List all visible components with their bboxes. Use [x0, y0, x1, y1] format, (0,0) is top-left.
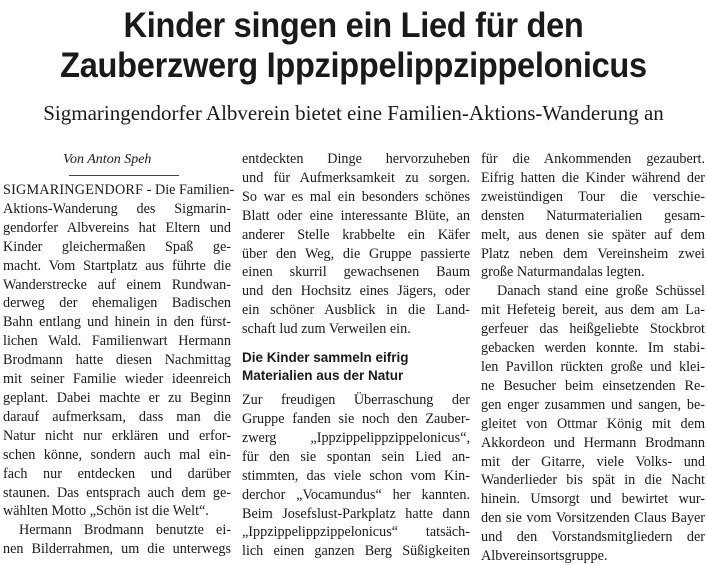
- text-line: staunen. Das entsprach auch dem ge-: [3, 484, 231, 501]
- text-line: gen enger zusammen und sangen, be-: [481, 396, 705, 413]
- text-line: anderer Stelle krabbelte ein Käfer: [242, 226, 470, 243]
- text-line: für den sie spontan sein Lied an-: [242, 448, 470, 465]
- article-column-1: [3, 150, 235, 559]
- column-1-body: [3, 181, 235, 559]
- text-line: zwerg „Ippzippelippzippelonicus“,: [242, 429, 470, 446]
- text-line: „Ippzippelippzippelonicus“ tatsäch-: [242, 524, 470, 541]
- text-line: den sie vom Vorsitzenden Claus Bayer: [481, 510, 705, 527]
- text-line: Gruppe fanden sie noch den Zauber-: [242, 410, 470, 427]
- text-line: Eifrig hatten die Kinder während der: [481, 169, 705, 186]
- text-line: und den Vorstandsmitgliedern der: [481, 529, 705, 546]
- intertitle: [242, 349, 470, 385]
- text-line: Wanderstrecke auf einem Rundwan-: [3, 276, 231, 293]
- text-line: ne Besucher beim einsetzenden Re-: [481, 377, 705, 394]
- intertitle-line-2: Materialien aus der Natur: [242, 368, 404, 384]
- text-line: und für Aufmerksamkeit zu sorgen.: [242, 169, 470, 186]
- text-line: Natur nicht nur erklären und erfor-: [3, 427, 231, 444]
- article-column-2: [242, 150, 470, 561]
- text-line: Platz neben dem Vereinsheim zwei: [481, 245, 705, 262]
- dateline: SIGMARINGENDORF: [3, 182, 144, 198]
- column-3-body: [481, 150, 705, 566]
- text-line: Zur freudigen Überraschung der: [242, 392, 470, 409]
- text-line: mit der Gitarre, viele Volks- und: [481, 453, 705, 470]
- text-line: derchor „Vocamundus“ her kannten.: [242, 486, 470, 503]
- text-line: So war es mal ein besonders schönes: [242, 188, 470, 205]
- text-line: Akkordeon und Hermann Brodmann: [481, 434, 705, 451]
- text-line: [3, 181, 235, 200]
- text-line: gendorfer Albvereins hat Eltern und: [3, 219, 231, 236]
- text-line: Danach stand eine große Schüssel: [497, 283, 705, 300]
- text-line: lichen Wald. Familienwart Hermann: [3, 333, 231, 350]
- text-line: mit Hefeteig bereit, aus dem am La-: [481, 302, 705, 319]
- text-line: geplant. Dabei machte er zu Beginn: [3, 389, 231, 406]
- text-line: gerfeuer das heißgeliebte Stockbrot: [481, 321, 705, 338]
- column-2-body-b: [242, 391, 470, 561]
- text-line: derweg der ehemaligen Badischen: [3, 295, 231, 312]
- headline: [25, 6, 683, 86]
- text-line: Hermann Brodmann benutzte ei-: [19, 522, 231, 539]
- text-line: über den Weg, die Gruppe passierte: [242, 245, 470, 262]
- text-line: ein schöner Ausblick in die Land-: [242, 302, 470, 319]
- headline-line-1: Kinder singen ein Lied für den: [123, 6, 584, 45]
- text-line: Wanderlieder bis spät in die Nacht: [481, 472, 705, 489]
- text-line: für die Ankommenden gezaubert.: [481, 151, 705, 167]
- text-line: len Pavillon rückten große und klei-: [481, 358, 705, 375]
- text-line: mit seiner Familie wieder ideenreich: [3, 371, 231, 388]
- text-line: gleitet von Ottmar König mit dem: [481, 415, 705, 432]
- text-line: lich einen ganzen Berg Süßigkeiten: [242, 543, 470, 560]
- text-line: große Naturmandalas legten.: [481, 264, 645, 281]
- text-line: entdeckten Dinge hervorzuheben: [242, 151, 470, 167]
- text-line: Brodmann hatte diesen Nachmittag: [3, 352, 231, 369]
- column-2-body-a: [242, 150, 470, 339]
- subheadline: Sigmaringendorfer Albverein bietet eine Familien-Aktions-Wanderung an: [43, 101, 664, 125]
- text-line: wählten Motto „Schön ist die Welt“.: [3, 503, 209, 520]
- text-line: Aktions-Wanderung des Sigmarin-: [3, 200, 231, 217]
- byline-rule: [69, 175, 179, 176]
- text-line: stimmten, das viele schon vom Kin-: [242, 467, 470, 484]
- text-line: macht. Vom Startplatz aus führte die: [3, 257, 231, 274]
- byline: Von Anton Speh: [63, 152, 152, 167]
- text-line: schaft lud zum Verweilen ein.: [242, 321, 411, 338]
- text-line: densten Naturmaterialien gesam-: [481, 207, 705, 224]
- text-line: Albvereinsortsgruppe.: [481, 548, 608, 565]
- text-line: nen Bilderrahmen, um die unterwegs: [3, 541, 231, 558]
- text-line: einen skurril gewachsenen Baum: [242, 264, 470, 281]
- text-line: melt, aus denen sie später auf dem: [481, 226, 705, 243]
- text-line: darauf aufmerksam, dass man die: [3, 408, 231, 425]
- article-column-3: [481, 150, 705, 566]
- intertitle-line-1: Die Kinder sammeln eifrig: [242, 350, 409, 366]
- text-line: Bahn entlang und hinein in den fürst-: [3, 314, 231, 331]
- text-line: und den Hochsitz eines Jägers, oder: [242, 283, 470, 300]
- text-line: fach nur entdecken und darüber: [3, 465, 231, 482]
- text-line: Beim Josefslust-Parkplatz hatte dann: [242, 505, 470, 522]
- text-line: gebacken werden konnte. Im stabi-: [481, 340, 705, 357]
- text-line: schen könne, sondern auch mal ein-: [3, 446, 231, 463]
- text-line: hinein. Umsorgt und bewirtet wur-: [481, 491, 705, 508]
- text-line: Kinder gleichermaßen Spaß ge-: [3, 238, 231, 255]
- text-line-rest: - Die Familien-: [143, 182, 235, 198]
- headline-line-2: Zauberzwerg Ippzippelippzippelonicus: [60, 46, 647, 85]
- text-line: zweistündigen Tour die verschie-: [481, 188, 705, 205]
- text-line: Blatt oder eine interessante Blüte, an: [242, 207, 470, 224]
